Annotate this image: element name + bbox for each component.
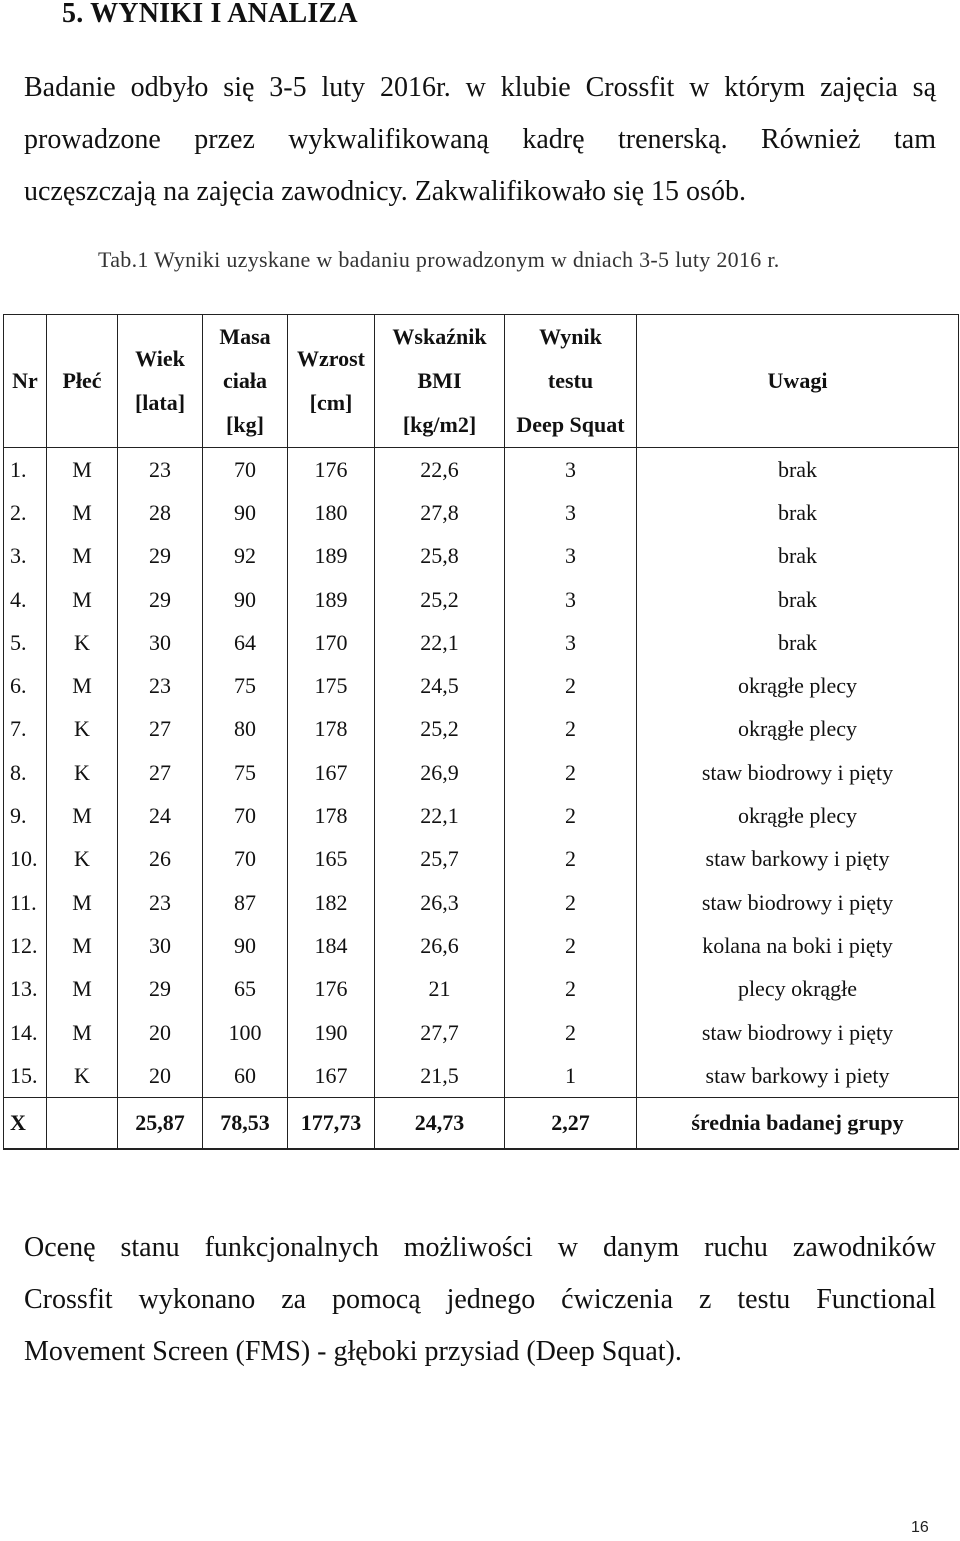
table-cell-gender: K	[47, 708, 118, 751]
table-cell-height: 178	[288, 708, 375, 751]
table-row	[4, 535, 959, 578]
table-cell-bmi: 25,2	[375, 708, 505, 751]
table-row	[4, 968, 959, 1011]
table-cell-notes: staw barkowy i piety	[637, 1054, 959, 1098]
table-cell-age: 27	[118, 751, 203, 794]
table-cell-age: 23	[118, 881, 203, 924]
column-header-line: Wynik	[539, 324, 602, 349]
table-cell-body-mass: 75	[203, 751, 288, 794]
table-cell-notes: brak	[637, 491, 959, 534]
table-cell-gender: M	[47, 535, 118, 578]
table-cell-height: 190	[288, 1011, 375, 1054]
table-cell-notes: brak	[637, 535, 959, 578]
table-cell-notes: staw biodrowy i pięty	[637, 881, 959, 924]
column-header-line: ciała	[223, 368, 267, 393]
table-cell-gender: K	[47, 838, 118, 881]
table-cell-notes: staw barkowy i pięty	[637, 838, 959, 881]
table-cell-bmi: 25,7	[375, 838, 505, 881]
page-number: 16	[911, 1519, 929, 1536]
table-cell-nr: 7.	[4, 708, 47, 751]
table-cell-age: 28	[118, 491, 203, 534]
column-header-nr	[4, 315, 47, 448]
table-cell-bmi: 25,8	[375, 535, 505, 578]
paragraph-line: Movement Screen (FMS) - głęboki przysiad (Deep Squat).	[24, 1336, 682, 1367]
table-cell-height: 184	[288, 924, 375, 967]
table-cell-notes: brak	[637, 448, 959, 492]
table-cell-nr: 4.	[4, 578, 47, 621]
table-cell-body-mass: 92	[203, 535, 288, 578]
table-cell-nr: 9.	[4, 794, 47, 837]
column-header-line: Wzrost	[296, 346, 366, 371]
table-cell-gender: M	[47, 491, 118, 534]
table-cell-body-mass: 90	[203, 578, 288, 621]
table-cell-body-mass: 65	[203, 968, 288, 1011]
table-cell-gender: M	[47, 881, 118, 924]
paragraph-line: prowadzone przez wykwalifikowaną kadrę trenerską. Również tam	[24, 124, 936, 155]
table-cell-gender: M	[47, 1011, 118, 1054]
table-cell-deep-squat-score: 3	[505, 491, 637, 534]
table-cell-height: 189	[288, 578, 375, 621]
table-cell-bmi: 26,9	[375, 751, 505, 794]
table-cell-deep-squat-score: 2	[505, 1011, 637, 1054]
table-mean-row	[4, 1098, 959, 1150]
mean-cell-nr: X	[4, 1098, 47, 1150]
table-cell-body-mass: 100	[203, 1011, 288, 1054]
closing-paragraph	[24, 1222, 936, 1378]
table-cell-gender: M	[47, 794, 118, 837]
table-cell-notes: staw biodrowy i pięty	[637, 751, 959, 794]
table-cell-deep-squat-score: 2	[505, 794, 637, 837]
table-cell-nr: 5.	[4, 621, 47, 664]
table-cell-deep-squat-score: 2	[505, 664, 637, 707]
mean-cell-age: 25,87	[118, 1098, 203, 1150]
mean-cell-gender	[47, 1098, 118, 1150]
table-cell-gender: M	[47, 924, 118, 967]
column-header-line: Wiek	[135, 346, 185, 371]
table-cell-height: 178	[288, 794, 375, 837]
mean-cell-bmi: 24,73	[375, 1098, 505, 1150]
table-cell-height: 189	[288, 535, 375, 578]
table-cell-height: 176	[288, 968, 375, 1011]
table-cell-gender: M	[47, 448, 118, 492]
table-cell-body-mass: 70	[203, 448, 288, 492]
table-cell-age: 29	[118, 578, 203, 621]
table-cell-age: 24	[118, 794, 203, 837]
table-cell-nr: 10.	[4, 838, 47, 881]
table-cell-body-mass: 64	[203, 621, 288, 664]
table-cell-deep-squat-score: 2	[505, 751, 637, 794]
table-cell-height: 165	[288, 838, 375, 881]
table-cell-bmi: 22,6	[375, 448, 505, 492]
paragraph-line: Badanie odbyło się 3-5 luty 2016r. w klubie Crossfit w którym zajęcia są	[24, 72, 936, 103]
table-cell-bmi: 22,1	[375, 621, 505, 664]
table-cell-gender: K	[47, 751, 118, 794]
table-cell-age: 27	[118, 708, 203, 751]
table-row	[4, 664, 959, 707]
table-cell-body-mass: 90	[203, 491, 288, 534]
table-cell-height: 176	[288, 448, 375, 492]
table-cell-nr: 12.	[4, 924, 47, 967]
section-heading: 5. WYNIKI I ANALIZA	[62, 0, 358, 29]
table-cell-gender: M	[47, 664, 118, 707]
table-cell-body-mass: 80	[203, 708, 288, 751]
table-cell-body-mass: 70	[203, 838, 288, 881]
table-cell-nr: 2.	[4, 491, 47, 534]
column-header-line: BMI	[417, 368, 462, 393]
table-row	[4, 1011, 959, 1054]
table-cell-deep-squat-score: 3	[505, 621, 637, 664]
table-cell-notes: okrągłe plecy	[637, 794, 959, 837]
table-cell-deep-squat-score: 3	[505, 535, 637, 578]
table-row	[4, 751, 959, 794]
column-header-deep-squat-score	[505, 315, 637, 448]
table-cell-body-mass: 87	[203, 881, 288, 924]
table-row	[4, 794, 959, 837]
table-cell-bmi: 21,5	[375, 1054, 505, 1098]
table-cell-deep-squat-score: 1	[505, 1054, 637, 1098]
column-header-line: Nr	[12, 368, 38, 393]
paragraph-line: uczęszczają na zajęcia zawodnicy. Zakwalifikowało się 15 osób.	[24, 176, 746, 207]
column-header-line: Deep Squat	[516, 412, 625, 437]
table-cell-bmi: 21	[375, 968, 505, 1011]
paragraph-line: Ocenę stanu funkcjonalnych możliwości w danym ruchu zawodników	[24, 1232, 936, 1263]
table-cell-age: 23	[118, 664, 203, 707]
table-cell-bmi: 27,7	[375, 1011, 505, 1054]
table-cell-deep-squat-score: 2	[505, 838, 637, 881]
table-cell-bmi: 26,3	[375, 881, 505, 924]
table-cell-notes: staw biodrowy i pięty	[637, 1011, 959, 1054]
table-cell-notes: plecy okrągłe	[637, 968, 959, 1011]
table-cell-bmi: 27,8	[375, 491, 505, 534]
table-row	[4, 1054, 959, 1098]
table-cell-height: 170	[288, 621, 375, 664]
table-cell-gender: K	[47, 621, 118, 664]
table-cell-height: 167	[288, 1054, 375, 1098]
table-cell-nr: 11.	[4, 881, 47, 924]
table-cell-height: 167	[288, 751, 375, 794]
table-cell-age: 30	[118, 621, 203, 664]
table-cell-notes: brak	[637, 578, 959, 621]
table-cell-age: 30	[118, 924, 203, 967]
table-header-row	[4, 315, 959, 448]
table-cell-body-mass: 60	[203, 1054, 288, 1098]
table-cell-age: 29	[118, 535, 203, 578]
column-header-line: [cm]	[309, 390, 353, 415]
mean-cell-body-mass: 78,53	[203, 1098, 288, 1150]
column-header-gender	[47, 315, 118, 448]
column-header-notes	[637, 315, 959, 448]
table-cell-notes: okrągłe plecy	[637, 708, 959, 751]
table-cell-deep-squat-score: 2	[505, 924, 637, 967]
table-row	[4, 621, 959, 664]
results-table	[3, 314, 959, 1150]
table-row	[4, 491, 959, 534]
table-cell-nr: 1.	[4, 448, 47, 492]
table-cell-notes: okrągłe plecy	[637, 664, 959, 707]
table-cell-nr: 3.	[4, 535, 47, 578]
table-cell-deep-squat-score: 2	[505, 881, 637, 924]
column-header-age	[118, 315, 203, 448]
column-header-line: Wskaźnik	[392, 324, 487, 349]
table-cell-body-mass: 90	[203, 924, 288, 967]
table-cell-height: 175	[288, 664, 375, 707]
table-row	[4, 448, 959, 492]
table-cell-gender: M	[47, 968, 118, 1011]
column-header-body-mass	[203, 315, 288, 448]
column-header-bmi	[375, 315, 505, 448]
mean-cell-deep-squat-score: 2,27	[505, 1098, 637, 1150]
table-cell-body-mass: 70	[203, 794, 288, 837]
table-cell-bmi: 25,2	[375, 578, 505, 621]
table-cell-nr: 14.	[4, 1011, 47, 1054]
table-cell-nr: 13.	[4, 968, 47, 1011]
table-cell-body-mass: 75	[203, 664, 288, 707]
column-header-line: [kg]	[226, 412, 264, 437]
table-cell-age: 29	[118, 968, 203, 1011]
table-cell-nr: 6.	[4, 664, 47, 707]
intro-paragraph	[24, 62, 936, 218]
table-row	[4, 881, 959, 924]
table-row	[4, 838, 959, 881]
table-cell-age: 23	[118, 448, 203, 492]
table-cell-age: 26	[118, 838, 203, 881]
table-body	[4, 448, 959, 1150]
table-cell-deep-squat-score: 3	[505, 448, 637, 492]
table-cell-gender: K	[47, 1054, 118, 1098]
table-cell-gender: M	[47, 578, 118, 621]
table-cell-bmi: 26,6	[375, 924, 505, 967]
column-header-line: Masa	[219, 324, 271, 349]
column-header-line: [lata]	[134, 390, 186, 415]
mean-cell-height: 177,73	[288, 1098, 375, 1150]
column-header-line: Płeć	[62, 368, 102, 393]
table-row	[4, 578, 959, 621]
table-row	[4, 924, 959, 967]
table-row	[4, 708, 959, 751]
table-cell-age: 20	[118, 1011, 203, 1054]
table-cell-age: 20	[118, 1054, 203, 1098]
column-header-line: testu	[547, 368, 594, 393]
table-cell-height: 180	[288, 491, 375, 534]
column-header-height	[288, 315, 375, 448]
table-cell-bmi: 22,1	[375, 794, 505, 837]
column-header-line: Uwagi	[767, 368, 828, 393]
mean-cell-notes: średnia badanej grupy	[637, 1098, 959, 1150]
table-cell-deep-squat-score: 2	[505, 968, 637, 1011]
table-cell-deep-squat-score: 2	[505, 708, 637, 751]
column-header-line: [kg/m2]	[402, 412, 477, 437]
table-cell-notes: kolana na boki i pięty	[637, 924, 959, 967]
table-cell-bmi: 24,5	[375, 664, 505, 707]
table-cell-nr: 15.	[4, 1054, 47, 1098]
table-cell-nr: 8.	[4, 751, 47, 794]
table-cell-height: 182	[288, 881, 375, 924]
paragraph-line: Crossfit wykonano za pomocą jednego ćwiczenia z testu Functional	[24, 1284, 936, 1315]
table-cell-deep-squat-score: 3	[505, 578, 637, 621]
table-cell-notes: brak	[637, 621, 959, 664]
table-caption: Tab.1 Wyniki uzyskane w badaniu prowadzonym w dniach 3-5 luty 2016 r.	[98, 247, 780, 272]
